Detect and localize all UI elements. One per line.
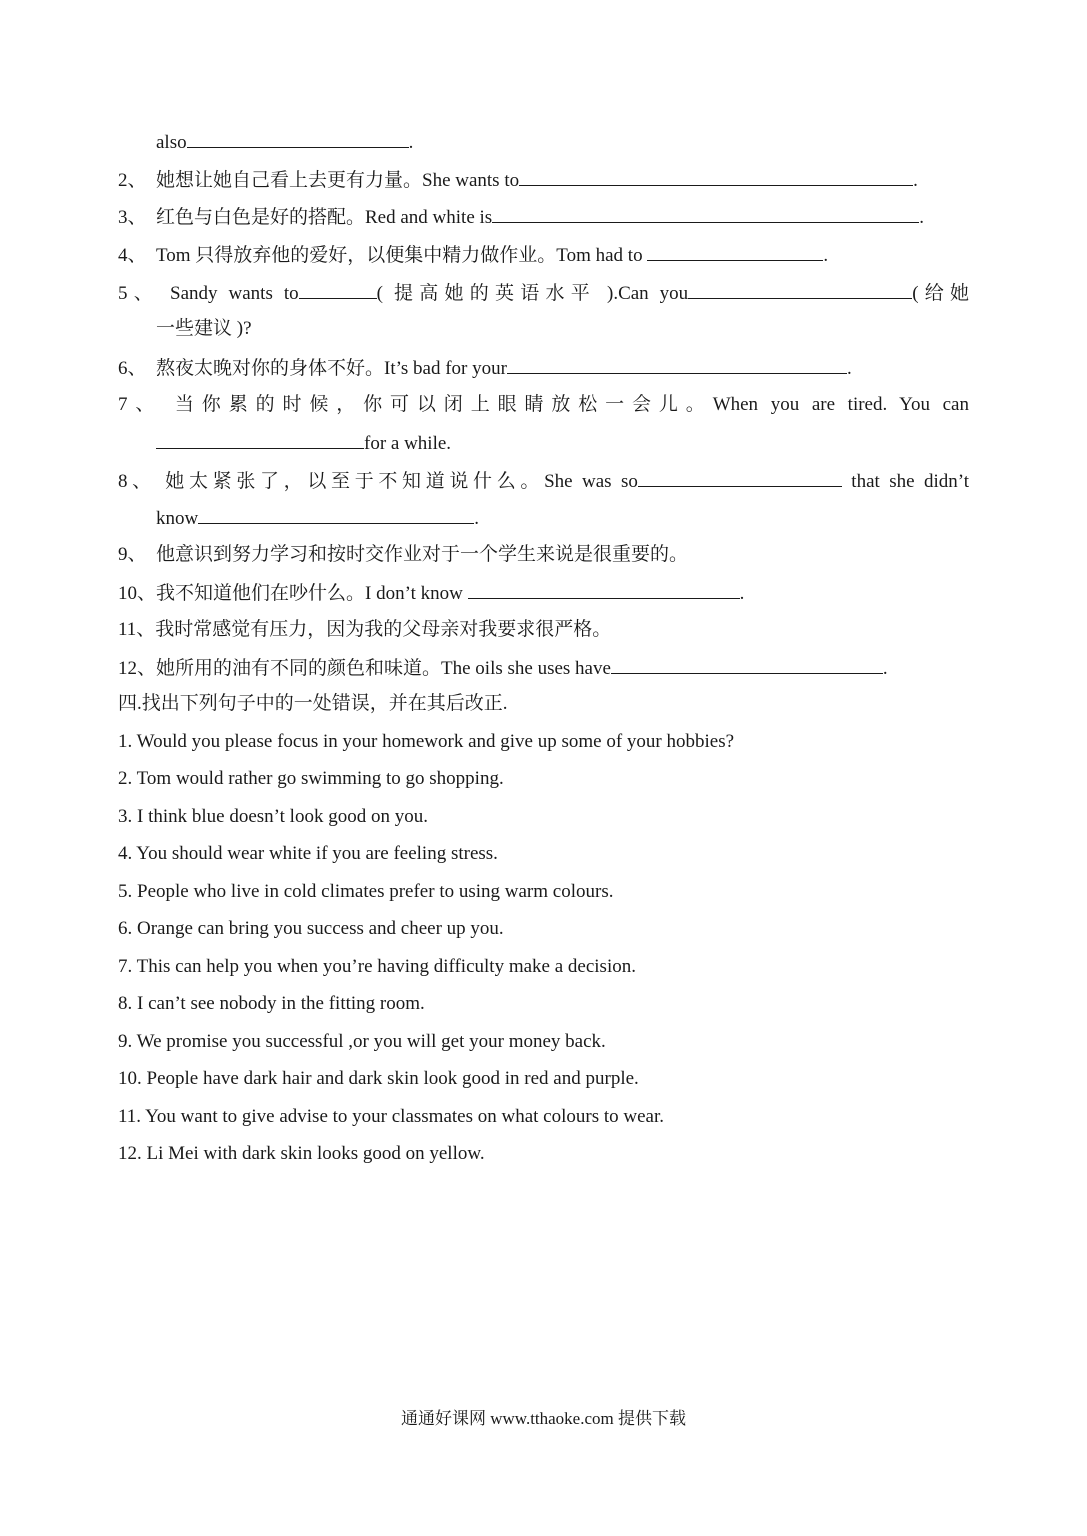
answer-blank [519,167,913,186]
list-item: 3. I think blue doesn’t look good on you. [118,806,428,827]
answer-blank [156,430,364,449]
answer-blank [198,505,474,524]
list-item: 1. Would you please focus in your homework and give up some of your hobbies? [118,731,735,752]
answer-blank [468,580,740,599]
list-item: 10. People have dark hair and dark skin look good in red and purple. [118,1068,639,1089]
list-item: 2. Tom would rather go swimming to go shopping. [118,768,504,789]
q5-continuation: 一些建议 )? [156,318,252,339]
q4: 4、 Tom 只得放弃他的爱好，以便集中精力做作业。Tom had to . [118,242,828,268]
list-item: 9. We promise you successful ,or you will get your money back. [118,1031,606,1052]
answer-blank [507,355,847,374]
q3: 3、 红色与白色是好的搭配。Red and white is . [118,204,924,230]
q10: 10、我不知道他们在吵什么。I don’t know . [118,580,744,606]
q9: 9、 他意识到努力学习和按时交作业对于一个学生来说是很重要的。 [118,544,689,565]
answer-blank [611,655,883,674]
q8: 8、 她太紧张了，以至于不知道说什么。She was so that she didn’t [118,468,969,494]
list-item: 7. This can help you when you’re having difficulty make a decision. [118,956,636,977]
q5: 5、 Sandy wants to ( 提高她的英语水平 ).Can you (给她 [118,280,969,306]
list-item: 5. People who live in cold climates prefer to using warm colours. [118,881,614,902]
section-heading: 四.找出下列句子中的一处错误，并在其后改正. [118,693,508,714]
list-item: 11. You want to give advise to your classmates on what colours to wear. [118,1106,664,1127]
q6: 6、 熬夜太晚对你的身体不好。It’s bad for your . [118,355,852,381]
answer-blank [647,242,823,261]
q1-continuation: also . [156,129,413,155]
q12: 12、她所用的油有不同的颜色和味道。The oils she uses have . [118,655,888,681]
list-item: 12. Li Mei with dark skin looks good on yellow. [118,1143,485,1164]
q7: 7、 当你累的时候，你可以闭上眼睛放松一会儿。When you are tired. You can [118,394,969,415]
q8-continuation: know . [156,505,479,531]
answer-blank [688,280,912,299]
q11: 11、我时常感觉有压力，因为我的父母亲对我要求很严格。 [118,619,612,640]
q7-continuation: for a while. [156,430,451,456]
answer-blank [492,204,919,223]
answer-blank [299,280,377,299]
q2: 2、 她想让她自己看上去更有力量。She wants to . [118,167,918,193]
answer-blank [638,468,842,487]
page-footer: 通通好课网 www.tthaoke.com 提供下载 [400,1409,687,1428]
list-item: 4. You should wear white if you are feeling stress. [118,843,498,864]
list-item: 8. I can’t see nobody in the fitting room. [118,993,425,1014]
answer-blank [187,129,409,148]
list-item: 6. Orange can bring you success and cheer up you. [118,918,504,939]
